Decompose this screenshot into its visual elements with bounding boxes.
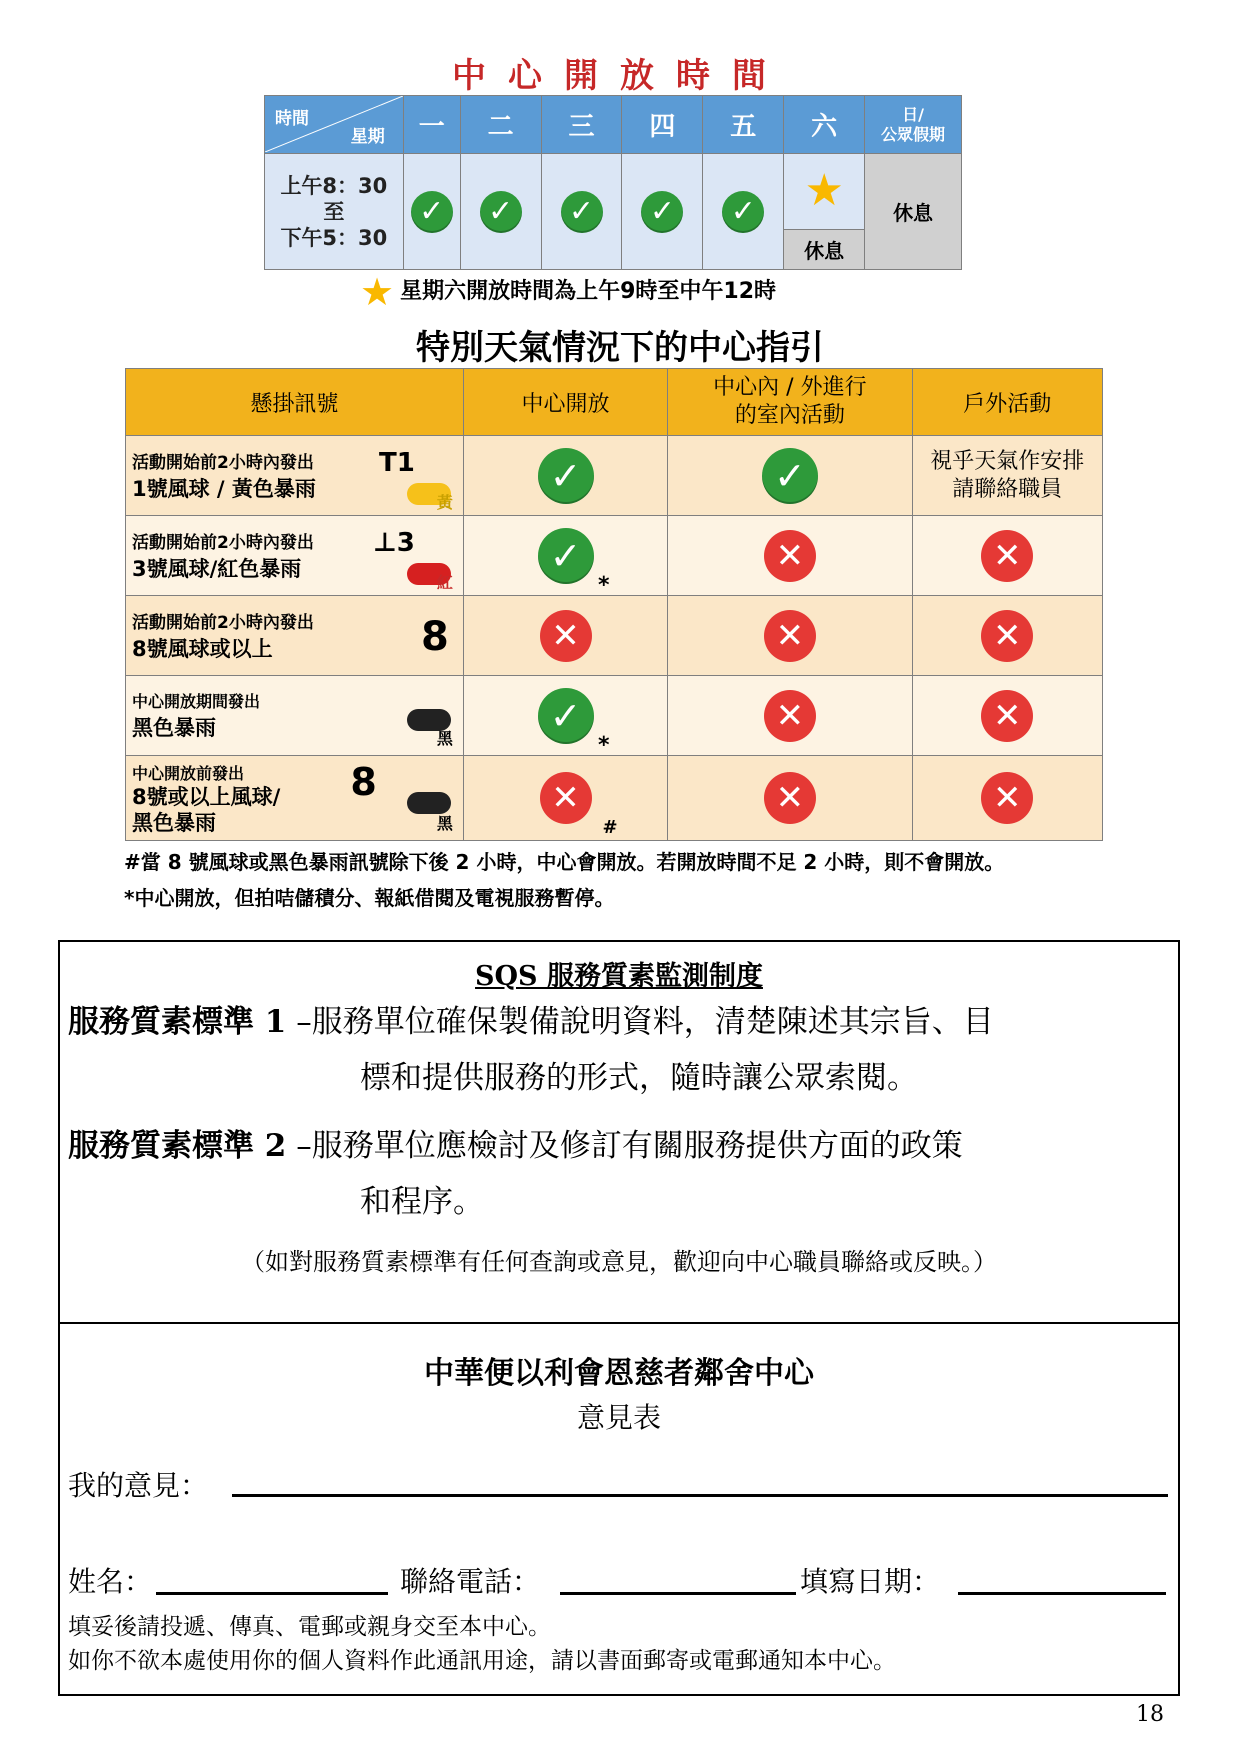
signal-cell (126, 676, 464, 756)
opinion-label: 我的意見： (68, 1469, 209, 1502)
standard-1-line2: 標和提供服務的形式，隨時讓公眾索閱。 (360, 1060, 918, 1096)
date-field[interactable] (958, 1592, 1166, 1595)
check-icon: ✓ (538, 528, 594, 584)
outdoor-cell (912, 596, 1102, 676)
phone-label: 聯絡電話： (400, 1565, 541, 1598)
signal-line2: 8號風球或以上 (132, 637, 273, 661)
signal-symbol: 8 (350, 760, 377, 804)
cross-icon: ✕ (764, 530, 816, 582)
check-icon: ✓ (411, 191, 453, 233)
star-icon: ★ (804, 165, 844, 217)
open-cell (463, 676, 667, 756)
col-outdoor: 戶外活動 (912, 369, 1102, 436)
standard-2-line2: 和程序。 (360, 1184, 484, 1220)
holiday-rest-cell: 休息 (865, 154, 962, 270)
check-icon: ✓ (641, 191, 683, 233)
weather-row (126, 516, 1103, 596)
rain-label: 黑 (436, 729, 453, 748)
outdoor-cell (912, 676, 1102, 756)
signal-line2: 8號或以上風球/ 黑色暴雨 (132, 784, 281, 835)
corner-time-label: 時間 (275, 109, 309, 129)
weather-notes (124, 850, 1144, 922)
feedback-title: 中華便以利會恩慈者鄰舍中心 (424, 1356, 814, 1391)
phone-field[interactable] (560, 1592, 796, 1595)
cross-icon: ✕ (981, 610, 1033, 662)
cross-icon: ✕ (981, 690, 1033, 742)
contact-fields (68, 1560, 152, 1600)
outdoor-cell (912, 756, 1102, 841)
check-icon: ✓ (561, 191, 603, 233)
col-indoor: 中心內 / 外進行 的室內活動 (668, 369, 912, 436)
check-icon: ✓ (480, 191, 522, 233)
feedback-form (58, 1322, 1180, 1696)
standard-1-label: 服務質素標準 1 (68, 1004, 287, 1040)
sqs-title: SQS 服務質素監測制度 (475, 961, 763, 992)
signal-line2: 黑色暴雨 (132, 716, 216, 740)
signal-cell (126, 516, 464, 596)
date-label: 填寫日期： (800, 1565, 941, 1598)
signal-cell (126, 756, 464, 841)
saturday-note-text: 星期六開放時間為上午9時至中午12時 (400, 279, 777, 304)
opening-hours-table (264, 95, 962, 270)
weather-row (126, 436, 1103, 516)
privacy-note: 如你不欲本處使用你的個人資料作此通訊用途，請以書面郵寄或電郵通知本中心。 (68, 1648, 896, 1674)
day-header-sat: 六 (784, 96, 865, 154)
footnote-mark: * (598, 732, 610, 758)
check-icon: ✓ (762, 448, 818, 504)
cross-icon: ✕ (540, 610, 592, 662)
indoor-cell (668, 596, 912, 676)
day-header-holiday: 日/ 公眾假期 (865, 96, 962, 154)
signal-cell (126, 436, 464, 516)
open-cell (463, 436, 667, 516)
day-header-tue: 二 (460, 96, 541, 154)
corner-day-label: 星期 (350, 127, 385, 147)
day-header-wed: 三 (541, 96, 622, 154)
signal-line2: 1號風球 / 黃色暴雨 (132, 477, 316, 501)
thu-cell (622, 154, 703, 270)
cross-icon: ✕ (981, 772, 1033, 824)
sqs-box (58, 940, 1180, 1324)
footnote-mark: # (602, 817, 618, 838)
day-header-mon: 一 (403, 96, 460, 154)
cross-icon: ✕ (764, 772, 816, 824)
sqs-contact-note: （如對服務質素標準有任何查詢或意見，歡迎向中心職員聯絡或反映。） (241, 1248, 997, 1276)
saturday-note (360, 270, 776, 314)
standard-1 (68, 994, 1168, 1106)
star-icon: ★ (360, 270, 395, 314)
rain-label: 黑 (436, 814, 453, 833)
open-cell (463, 516, 667, 596)
weather-title: 特別天氣情況下的中心指引 (416, 328, 824, 368)
note-hash: #當 8 號風球或黑色暴雨訊號除下後 2 小時，中心會開放。若開放時間不足 2 小時，則不會開放。 (124, 850, 1005, 874)
standard-2 (68, 1118, 1168, 1230)
check-icon: ✓ (538, 448, 594, 504)
cross-icon: ✕ (764, 690, 816, 742)
footnote-mark: * (598, 572, 610, 598)
signal-line1: 中心開放期間發出 (132, 692, 261, 711)
indoor-cell (668, 676, 912, 756)
signal-line1: 活動開始前2小時內發出 (132, 613, 314, 633)
signal-line1: 活動開始前2小時內發出 (132, 533, 314, 553)
page-number: 18 (1136, 1702, 1164, 1727)
weather-row (126, 756, 1103, 841)
time-to: 至 (323, 199, 345, 224)
submission-note: 填妥後請投遞、傳真、電郵或親身交至本中心。 (68, 1614, 551, 1640)
signal-line1: 活動開始前2小時內發出 (132, 453, 314, 473)
signal-symbol: 8 (420, 614, 449, 660)
signal-line1: 中心開放前發出 (132, 763, 245, 783)
corner-header (265, 96, 404, 154)
standard-1-line1: –服務單位確保製備說明資料，清楚陳述其宗旨、目 (296, 1004, 994, 1040)
weather-guideline-table (125, 368, 1103, 841)
name-label: 姓名： (68, 1565, 153, 1598)
check-icon: ✓ (538, 688, 594, 744)
sat-rest-cell: 休息 (784, 229, 865, 269)
indoor-cell (668, 516, 912, 596)
check-icon: ✓ (722, 191, 764, 233)
rain-label: 紅 (436, 573, 453, 592)
signal-cell (126, 596, 464, 676)
tue-cell (460, 154, 541, 270)
signal-line2: 3號風球/紅色暴雨 (132, 557, 302, 581)
outdoor-cell (912, 516, 1102, 596)
signal-symbol: T1 (379, 448, 415, 478)
col-signal: 懸掛訊號 (126, 369, 464, 436)
day-header-fri: 五 (703, 96, 784, 154)
cross-icon: ✕ (981, 530, 1033, 582)
cross-icon: ✕ (540, 772, 592, 824)
open-cell (463, 756, 667, 841)
fri-cell (703, 154, 784, 270)
weather-row (126, 596, 1103, 676)
weather-row (126, 676, 1103, 756)
feedback-subtitle: 意見表 (576, 1401, 661, 1434)
sat-star-cell (784, 154, 865, 230)
hours-title: 中心開放時間 (452, 56, 788, 96)
name-field[interactable] (156, 1592, 388, 1595)
rain-label: 黃 (436, 493, 453, 512)
indoor-cell (668, 756, 912, 841)
mon-cell (403, 154, 460, 270)
outdoor-cell: 視乎天氣作安排 請聯絡職員 (912, 436, 1102, 516)
note-star: *中心開放，但拍咭儲積分、報紙借閱及電視服務暫停。 (124, 886, 615, 910)
indoor-cell (668, 436, 912, 516)
time-start: 上午8：30 (280, 173, 388, 198)
day-header-thu: 四 (622, 96, 703, 154)
wed-cell (541, 154, 622, 270)
standard-2-label: 服務質素標準 2 (68, 1128, 287, 1164)
opinion-field[interactable] (232, 1494, 1168, 1497)
open-cell (463, 596, 667, 676)
time-end: 下午5：30 (280, 225, 388, 250)
opening-time-cell (265, 154, 404, 270)
col-open: 中心開放 (463, 369, 667, 436)
signal-symbol: ⊥3 (372, 528, 415, 558)
standard-2-line1: –服務單位應檢討及修訂有關服務提供方面的政策 (296, 1128, 963, 1164)
cross-icon: ✕ (764, 610, 816, 662)
